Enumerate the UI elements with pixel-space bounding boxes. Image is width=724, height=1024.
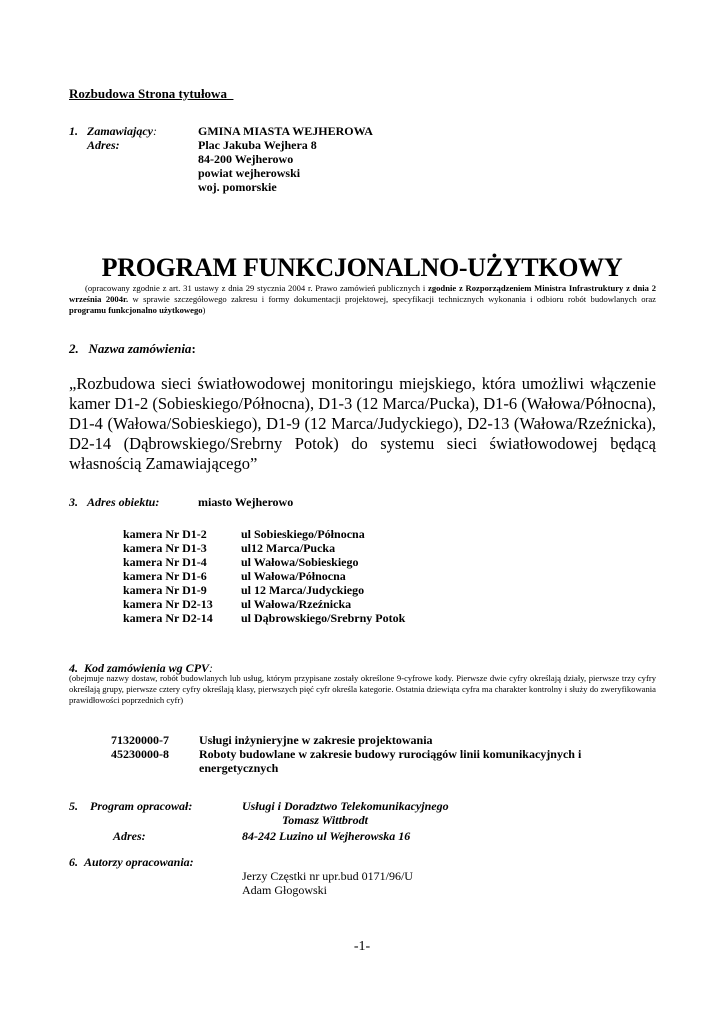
section-number: 1.: [69, 124, 78, 138]
object-city: miasto Wejherowo: [198, 495, 294, 509]
page-heading: Rozbudowa Strona tytułowa: [69, 86, 227, 101]
camera-row: kamera Nr D1-9 ul 12 Marca/Judyckiego: [123, 583, 365, 597]
label-adres: Adres:: [113, 829, 146, 843]
camera-row: kamera Nr D1-4 ul Wałowa/Sobieskiego: [123, 555, 359, 569]
section-cpv-heading: 4. Kod zamówienia wg CPV:: [69, 661, 214, 675]
cpv-code-row: 71320000-7 Usługi inżynieryjne w zakresie projektowania: [111, 733, 433, 747]
camera-row: kamera Nr D1-6 ul Wałowa/Północna: [123, 569, 346, 583]
company-address: 84-242 Luzino ul Wejherowska 16: [242, 829, 411, 843]
person-name: Tomasz Wittbrodt: [282, 813, 368, 827]
camera-row: kamera Nr D2-13 ul Wałowa/Rzeźnicka: [123, 597, 352, 611]
address-line: 84-200 Wejherowo: [198, 152, 294, 166]
address-line: woj. pomorskie: [198, 180, 277, 194]
section-prepared-by: 5. Program opracował: Usługi i Doradztwo Telekomunikacyjnego Tomasz Wittbrodt Adres: 84-242 Luzino ul Wejherowska 16: [69, 799, 449, 843]
label-zamawiajacy: Zamawiający:: [87, 124, 157, 138]
camera-row: kamera Nr D1-2 ul Sobieskiego/Północna: [123, 527, 365, 541]
label-object-address: Adres obiektu:: [87, 495, 160, 509]
section-order-name-heading: 2. Nazwa zamówienia:: [69, 341, 196, 356]
order-name-text: „Rozbudowa sieci światłowodowej monitoringu miejskiego, która umożliwi włączenie kamer D1-2 (Sobieskiego/Północna), D1-3 (12 Marca/Pucka), D1-6 (Wałowa/Północna), D1-4 (Wałowa/Sobieskiego), D1-9 (12 Marca/Judyckiego), D2-13 (Wałowa/Rzeźnicka), D2-14 (Dąbrowskiego/Srebrny Potok) do systemu sieci światłowodowej będącą własnością Zamawiającego”: [69, 374, 657, 473]
author: Jerzy Częstki nr upr.bud 0171/96/U: [242, 869, 413, 883]
legal-note: (opracowany zgodnie z art. 31 ustawy z dnia 29 stycznia 2004 r. Prawo zamówień publicznych i zgodnie z Rozporządzeniem Ministra Infrastruktury z dnia 2 września 2004r. w sprawie szczegółowego zakresu i formy dokumentacji projektowej, specyfikacji technicznych wykonania i odbioru robót budowlanych oraz programu funkcjonalno użytkowego): [69, 283, 656, 315]
camera-row: kamera Nr D1-3 ul12 Marca/Pucka: [123, 541, 336, 555]
cpv-code-list: [111, 733, 611, 775]
cpv-code-row: 45230000-8 Roboty budowlane w zakresie budowy rurociągów linii komunikacyjnych i energetycznych: [111, 747, 582, 775]
address-line: powiat wejherowski: [198, 166, 301, 180]
document-title: PROGRAM FUNKCJONALNO-UŻYTKOWY: [101, 253, 623, 282]
section-ordering-party: [69, 124, 629, 194]
section-object-address: 3. Adres obiektu: miasto Wejherowo: [69, 495, 294, 509]
label-adres: Adres:: [87, 138, 120, 152]
camera-list: [123, 527, 523, 625]
company-name: Usługi i Doradztwo Telekomunikacyjnego: [242, 799, 449, 813]
label-prepared-by: Program opracował:: [90, 799, 193, 813]
ordering-party-name: GMINA MIASTA WEJHEROWA: [198, 124, 373, 138]
camera-row: kamera Nr D2-14 ul Dąbrowskiego/Srebrny Potok: [123, 611, 406, 625]
section-authors-heading: 6. Autorzy opracowania:: [69, 855, 194, 869]
page-number: -1-: [353, 939, 371, 954]
cpv-note: (obejmuje nazwy dostaw, robót budowlanych lub usług, którym przypisane zostały określone 9-cyfrowe kody. Pierwsze dwie cyfry określają działy, pierwsze trzy cyfry określają grupy, pierwsze cztery cyfry określają klasy, pierwszych pięć cyfr określa kategorie. Ostatnia dziewiąta cyfra ma charakter kontrolny i służy do zweryfikowania prawidłowości poprzednich cyfr): [69, 673, 656, 705]
address-line: Plac Jakuba Wejhera 8: [198, 138, 317, 152]
authors-list: [242, 869, 413, 897]
author: Adam Głogowski: [242, 883, 327, 897]
